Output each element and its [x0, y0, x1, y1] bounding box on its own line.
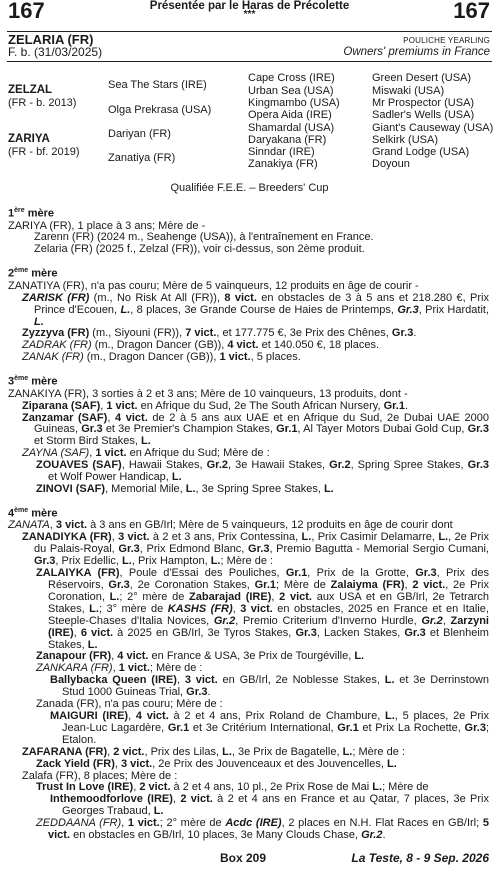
- family-entry: ZANKARA (FR), 1 vict.; Mère de :: [36, 662, 203, 675]
- box-number: Box 209: [220, 851, 267, 865]
- pedigree-gen2-5: Daryakana (FR): [248, 134, 327, 146]
- sex-birth: F. b. (31/03/2025): [8, 45, 103, 59]
- pedigree-gen2-1: Urban Sea (USA): [248, 85, 334, 97]
- pedigree-gen1-2: Dariyan (FR): [108, 128, 171, 140]
- family-entry: ZANATIYA (FR), n'a pas couru; Mère de 5 vainqueurs, 12 produits en âge de courir -: [8, 279, 419, 292]
- family-entry: Zanada (FR), n'a pas couru; Mère de :: [36, 698, 223, 711]
- family-entry: Inthemoodforlove (IRE), 2 vict. à 2 et 4 ans en France et au Qatar, 7 places, 3e Prix Georges Trabaud, L.: [50, 793, 489, 818]
- pedigree-gen2-2: Kingmambo (USA): [248, 97, 340, 109]
- pedigree-gen3-5: Selkirk (USA): [372, 134, 439, 146]
- pedigree-gen2-6: Sinndar (IRE): [248, 146, 315, 158]
- presenter-stars: ***: [243, 9, 256, 20]
- pedigree-gen1-0: Sea The Stars (IRE): [108, 79, 207, 91]
- category-label: POULICHE YEARLING: [403, 36, 490, 45]
- lot-number-right: 167: [453, 0, 490, 23]
- family-entry: MAIGURI (IRE), 4 vict. à 2 et 4 ans, Prix Roland de Chambure, L., 5 places, 2e Prix Jean-Luc Lagardère, Gr.1 et 3e Critérium International, Gr.1 et Prix La Rochette, Gr.3; Etalon.: [50, 709, 490, 746]
- section-heading-m3: 3ème mère: [8, 375, 58, 388]
- dam-name: ZARIYA: [8, 133, 50, 145]
- family-entry: Zarenn (FR) (2024 m., Seahenge (USA)), à l'entraînement en France.: [34, 231, 374, 244]
- section-heading-m2: 2ème mère: [8, 267, 58, 280]
- section-heading-m1: 1ère mère: [8, 207, 54, 220]
- lot-number-left: 167: [8, 0, 45, 23]
- sale-info: La Teste, 8 - 9 Sep. 2026: [351, 851, 489, 865]
- family-entry: ZANATA, 3 vict. à 3 ans en GB/Irl; Mère de 5 vainqueurs, 12 produits en âge de courir dont: [8, 519, 453, 532]
- pedigree-gen3-3: Sadler's Wells (USA): [372, 109, 475, 121]
- pedigree-gen3-2: Mr Prospector (USA): [372, 97, 475, 109]
- family-entry: ZARIYA (FR), 1 place à 3 ans; Mère de -: [8, 219, 206, 232]
- family-entry: ZINOVI (SAF), Memorial Mile, L., 3e Spring Spree Stakes, L.: [36, 483, 334, 495]
- family-entry: Zyzzyva (FR) (m., Siyouni (FR)), 7 vict., et 177.775 €, 3e Prix des Chênes, Gr.3.: [22, 327, 417, 340]
- horse-name: ZELARIA (FR): [8, 32, 94, 47]
- family-entry: Zack Yield (FR), 3 vict., 2e Prix des Jouvenceaux et des Jouvencelles, L.: [36, 757, 397, 770]
- family-entry: Ziparana (SAF), 1 vict. en Afrique du Sud, 2e The South African Nursery, Gr.1.: [22, 399, 409, 412]
- family-entry: ZAFARANA (FR), 2 vict., Prix des Lilas, L., 3e Prix de Bagatelle, L.; Mère de :: [22, 745, 405, 758]
- family-entry: ZEDDAANA (FR), 1 vict.; 2° mère de Acdc (IRE), 2 places en N.H. Flat Races en GB/Irl; 5 vict. en obstacles en GB/Irl, 10 places, 3e Many Clouds Chase, Gr.2.: [36, 817, 489, 842]
- family-entry: ZADRAK (FR) (m., Dragon Dancer (GB)), 4 vict. et 140.050 €, 18 places.: [22, 339, 380, 352]
- qualification-line: Qualifiée F.E.E. – Breeders' Cup: [170, 182, 329, 194]
- owners-premium: Owners' premiums in France: [343, 46, 490, 58]
- pedigree-gen3-4: Giant's Causeway (USA): [372, 122, 494, 134]
- pedigree-gen3-6: Grand Lodge (USA): [372, 146, 470, 158]
- pedigree-gen2-7: Zanakiya (FR): [248, 158, 318, 170]
- pedigree-table: [0, 0, 499, 180]
- family-entry: ZALAIYKA (FR), Poule d'Essai des Pouliches, Gr.1, Prix de la Grotte, Gr.3, Prix des Réservoirs, Gr.3, 2e Coronation Stakes, Gr.1; Mère de Zalaiyma (FR), 2 vict., 2e Prix Coronation, L.; 2° mère de Zabarajad (IRE), 2 vict. aux USA et en GB/Irl, 2e Tetrarch Stakes, L.; 3° mère de KASHS (FR), 3 vict. en obstacles, 2025 en France et en Italie, Steeple-Chases d'Italia Novices, Gr.2, Premio Criterium d'Inverno Hurdle, Gr.2, Zarzyni (IRE), 6 vict. à 2025 en GB/Irl, 3e Tyros Stakes, Gr.3, Lacken Stakes, Gr.3 et Blenheim Stakes, L.: [36, 567, 490, 651]
- family-entry: Ballybacka Queen (IRE), 3 vict. en GB/Irl, 2e Noblesse Stakes, L. et 3e Derrinstown Stud 1000 Guineas Trial, Gr.3.: [50, 674, 489, 699]
- pedigree-gen3-0: Green Desert (USA): [372, 72, 472, 84]
- presenter-line: Présentée par le Haras de Précolette: [149, 0, 350, 12]
- pedigree-gen3-1: Miswaki (USA): [372, 85, 445, 97]
- family-entry: Zanapour (FR), 4 vict. en France & USA, 3e Prix de Tourgéville, L.: [36, 650, 365, 663]
- pedigree-gen2-4: Shamardal (USA): [248, 122, 335, 134]
- pedigree-gen2-0: Cape Cross (IRE): [248, 72, 335, 84]
- section-heading-m4: 4ème mère: [8, 506, 58, 520]
- pedigree-gen1-3: Zanatiya (FR): [108, 152, 176, 164]
- pedigree-gen1-1: Olga Prekrasa (USA): [108, 104, 212, 116]
- maternal-family: [8, 205, 489, 842]
- sire-info: (FR - b. 2013): [8, 97, 77, 109]
- family-entry: Zalafa (FR), 8 places; Mère de :: [22, 769, 178, 782]
- family-entry: Zanzamar (SAF), 4 vict. de 2 à 5 ans aux UAE et en Afrique du Sud, 2e Dubai UAE 2000 Guineas, Gr.3 et 3e Premier's Champion Stakes, Gr.1, Al Tayer Motors Dubai Gold Cup, Gr.3 et Storm Bird Stakes, L.: [22, 411, 489, 448]
- family-entry: ZANAKIYA (FR), 3 sorties à 2 et 3 ans; Mère de 10 vainqueurs, 13 produits, dont -: [8, 387, 408, 400]
- family-entry: ZOUAVES (SAF), Hawaii Stakes, Gr.2, 3e Hawaii Stakes, Gr.2, Spring Spree Stakes, Gr.3 et Wolf Power Handicap, L.: [36, 459, 490, 484]
- pedigree-gen2-3: Opera Aida (IRE): [248, 109, 332, 121]
- family-entry: ZARISK (FR) (m., No Risk At All (FR)), 8 vict. en obstacles de 3 à 5 ans et 218.280 €, Prix Prince d'Ecouen, L., 8 places, 3e Grande Course de Haies de Printemps, Gr.3, Prix Hardatit, L.: [22, 291, 490, 328]
- family-entry: Zelaria (FR) (2025 f., Zelzal (FR)), voir ci-dessus, son 2ème produit.: [34, 243, 365, 256]
- dam-info: (FR - bf. 2019): [8, 146, 80, 158]
- pedigree-gen3-7: Doyoun: [372, 158, 410, 170]
- sire-name: ZELZAL: [8, 84, 53, 96]
- family-entry: ZANAK (FR) (m., Dragon Dancer (GB)), 1 vict., 5 places.: [22, 351, 301, 364]
- family-entry: ZAYNA (SAF), 1 vict. en Afrique du Sud; Mère de :: [22, 447, 270, 460]
- family-entry: ZANADIYKA (FR), 3 vict. à 2 et 3 ans, Prix Contessina, L., Prix Casimir Delamarre, L., 2e Prix du Palais-Royal, Gr.3, Prix Edmond Blanc, Gr.3, Premio Bagutta - Memorial Sergio Cumani, Gr.3, Prix Edellic, L., Prix Hampton, L.; Mère de :: [22, 531, 489, 568]
- family-entry: Trust In Love (IRE), 2 vict. à 2 et 4 ans, 10 pl., 2e Prix Rose de Mai L.; Mère de: [36, 781, 429, 794]
